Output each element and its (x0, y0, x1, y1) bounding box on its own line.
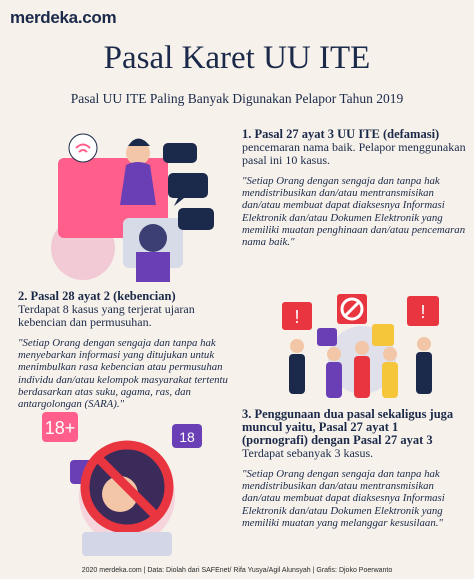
section-pornography (242, 408, 467, 529)
section-heading: 2. Pasal 28 ayat 2 (kebencian) (18, 289, 176, 303)
section-description: Terdapat 8 kasus yang terjerat ujaran kebencian dan permusuhan. (18, 302, 195, 329)
svg-text:!: ! (294, 307, 300, 327)
svg-text:!: ! (420, 302, 426, 322)
credits-footer: 2020 merdeka.com | Data: Diolah dari SAFEnet/ Rifa Yusya/Agil Alunsyah | Grafis: Djoko Poerwanto (81, 567, 393, 574)
brand-logo: merdeka.com (10, 8, 117, 27)
svg-text:18: 18 (179, 429, 195, 445)
section-description: Terdapat sebanyak 3 kasus. (242, 446, 374, 460)
section-defamation (242, 128, 467, 248)
section-hate-speech (18, 290, 243, 410)
defamation-illustration (28, 118, 228, 288)
section-quote: "Setiap Orang dengan sengaja dan tanpa hak mendistribusikan dan/atau mentransmisikan dan/atau membuat dapat diaksesnya Informasi Elektronik dan/atau Dokumen Elektronik yang memiliki muatan penghinaan dan/atau pencemaran nama baik." (242, 175, 466, 249)
svg-text:18+: 18+ (44, 418, 76, 438)
section-heading: 3. Penggunaan dua pasal sekaligus juga muncul yaitu, Pasal 27 ayat 1 (pornografi) dengan Pasal 27 ayat 3 (242, 407, 454, 447)
section-heading: 1. Pasal 27 ayat 3 UU ITE (defamasi) (242, 127, 440, 141)
section-quote: "Setiap Orang dengan sengaja dan tanpa hak menyebarkan informasi yang ditujukan untuk menimbulkan rasa kebencian atau permusuhan individu dan/atau kelompok masyarakat tertentu berdasarkan atas suku, agama, ras, dan antargolongan (SARA)." (18, 337, 228, 411)
page-subtitle: Pasal UU ITE Paling Banyak Digunakan Pelapor Tahun 2019 (70, 91, 404, 106)
section-description: pencemaran nama baik. Pelapor menggunakan pasal ini 10 kasus. (242, 140, 466, 167)
pornography-prohibited-illustration (22, 402, 232, 562)
section-quote: "Setiap Orang dengan sengaja dan tanpa hak mendistribusikan dan/atau mentransmisikan dan/atau membuat dapat diaksesnya Informasi Elektronik dan/atau Dokumen Elektronik yang memiliki muatan yang melanggar kesusilaan." (242, 468, 445, 529)
protest-illustration (262, 288, 462, 406)
page-title: Pasal Karet UU ITE (103, 40, 371, 76)
